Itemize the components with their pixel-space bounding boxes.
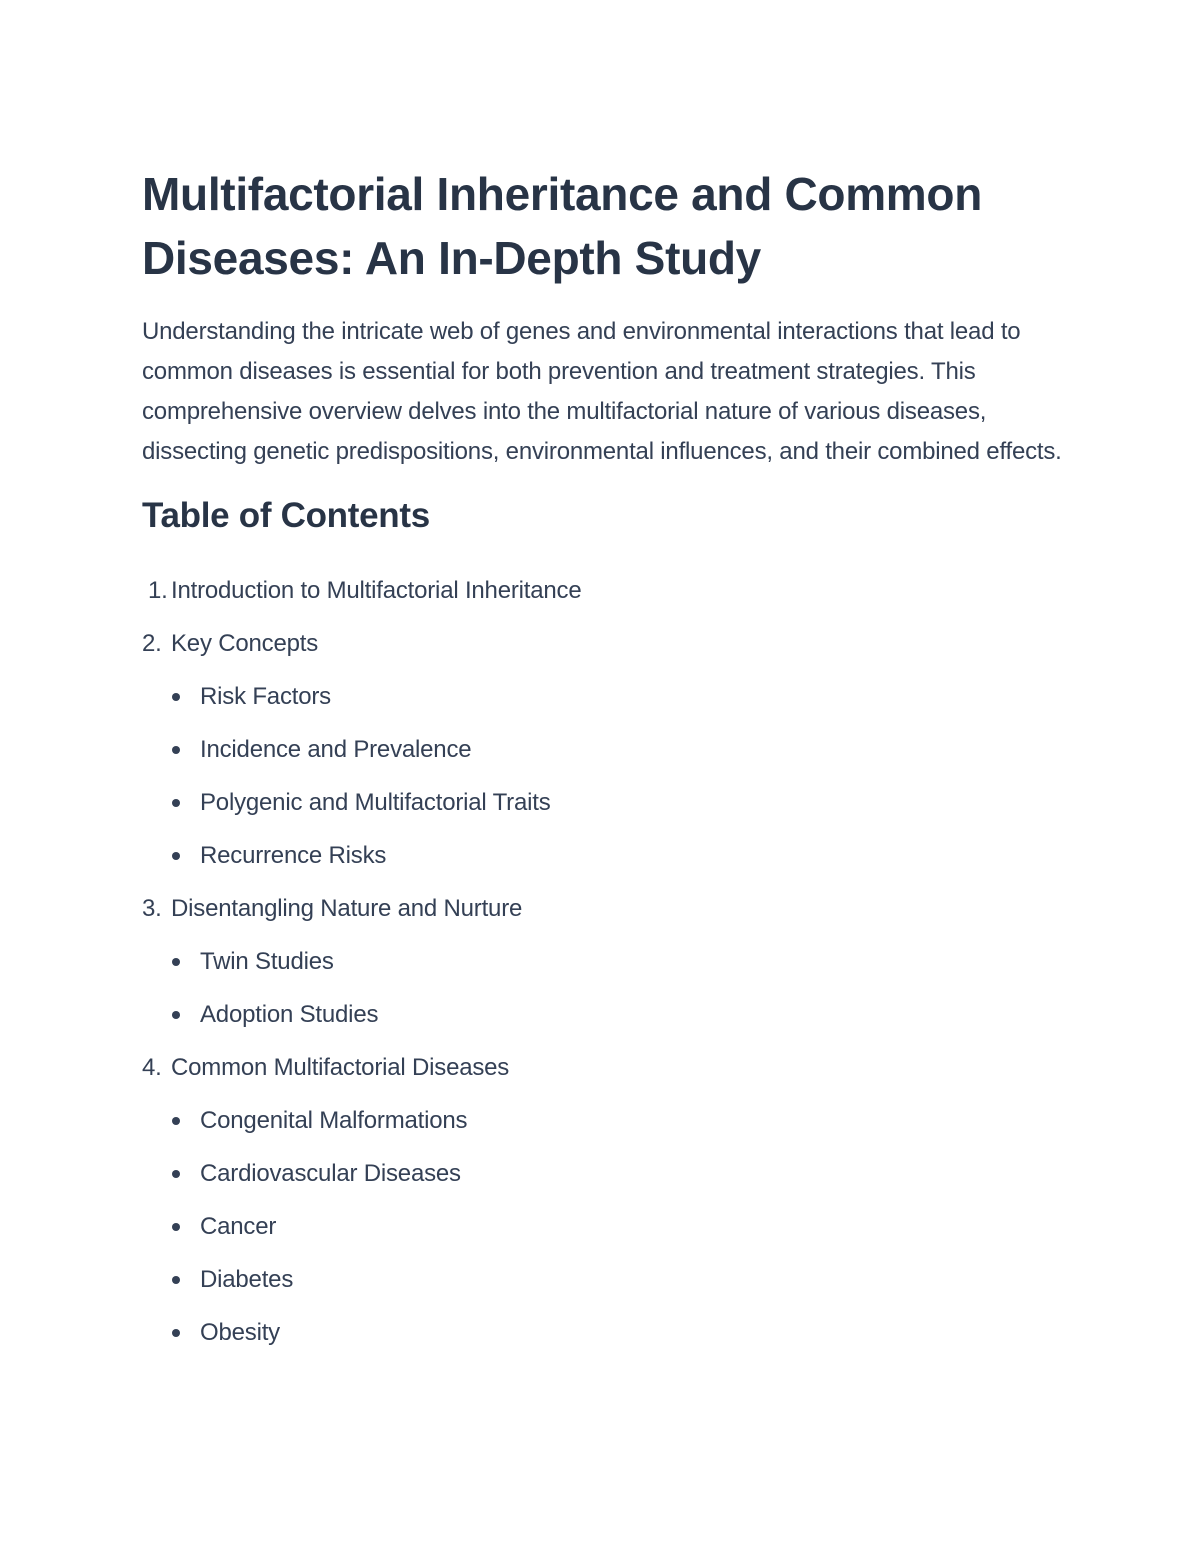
toc-heading: Table of Contents: [142, 496, 430, 535]
toc-subitem: Incidence and Prevalence: [142, 723, 1062, 776]
intro-paragraph: Understanding the intricate web of genes and environmental interactions that lead to common diseases is essential for both prevention and treatment strategies. This comprehensive overview delves into the multifactorial nature of various diseases, dissecting genetic predispositions, environmental influences, and their combined effects.: [142, 318, 1062, 465]
toc-item-number: 4.: [142, 1054, 162, 1081]
toc-subitem: Congenital Malformations: [142, 1094, 1062, 1147]
toc-list: [142, 564, 1062, 1359]
toc-item-number: 3.: [142, 895, 162, 922]
toc-item-common-diseases: [142, 1041, 1062, 1359]
toc-item-key-concepts: [142, 617, 1062, 882]
toc-item-nature-nurture: [142, 882, 1062, 1041]
toc-subitem: Risk Factors: [142, 670, 1062, 723]
toc-subitem: Recurrence Risks: [142, 829, 1062, 882]
toc-item-introduction: [142, 564, 1062, 617]
toc-subitem: Adoption Studies: [142, 988, 1062, 1041]
toc-subitem: Polygenic and Multifactorial Traits: [142, 776, 1062, 829]
toc-subitem: Twin Studies: [142, 935, 1062, 988]
toc-sublist: [142, 670, 1062, 882]
toc-sublist: [142, 935, 1062, 1041]
bullet-icon: [172, 1329, 180, 1337]
toc-item-label: Introduction to Multifactorial Inheritance: [171, 577, 582, 604]
document-page: [142, 162, 1062, 1359]
toc-item-number: 2.: [142, 630, 162, 657]
toc-item-label: Key Concepts: [171, 630, 319, 657]
bullet-icon: [172, 1011, 180, 1019]
toc-item-label: Disentangling Nature and Nurture: [171, 895, 523, 922]
toc-subitem: Obesity: [142, 1306, 1062, 1359]
title-line-2: Diseases: An In-Depth Study: [142, 232, 761, 284]
toc-sublist: [142, 1094, 1062, 1359]
bullet-icon: [172, 1170, 180, 1178]
bullet-icon: [172, 1117, 180, 1125]
toc-subitem: Cancer: [142, 1200, 1062, 1253]
bullet-icon: [172, 693, 180, 701]
bullet-icon: [172, 1223, 180, 1231]
bullet-icon: [172, 746, 180, 754]
document-title: [142, 162, 1062, 290]
bullet-icon: [172, 852, 180, 860]
bullet-icon: [172, 799, 180, 807]
toc-item-number: 1.: [148, 577, 168, 604]
bullet-icon: [172, 958, 180, 966]
title-line-1: Multifactorial Inheritance and Common: [142, 168, 982, 220]
bullet-icon: [172, 1276, 180, 1284]
toc-subitem: Diabetes: [142, 1253, 1062, 1306]
toc-item-label: Common Multifactorial Diseases: [171, 1054, 510, 1081]
toc-subitem: Cardiovascular Diseases: [142, 1147, 1062, 1200]
